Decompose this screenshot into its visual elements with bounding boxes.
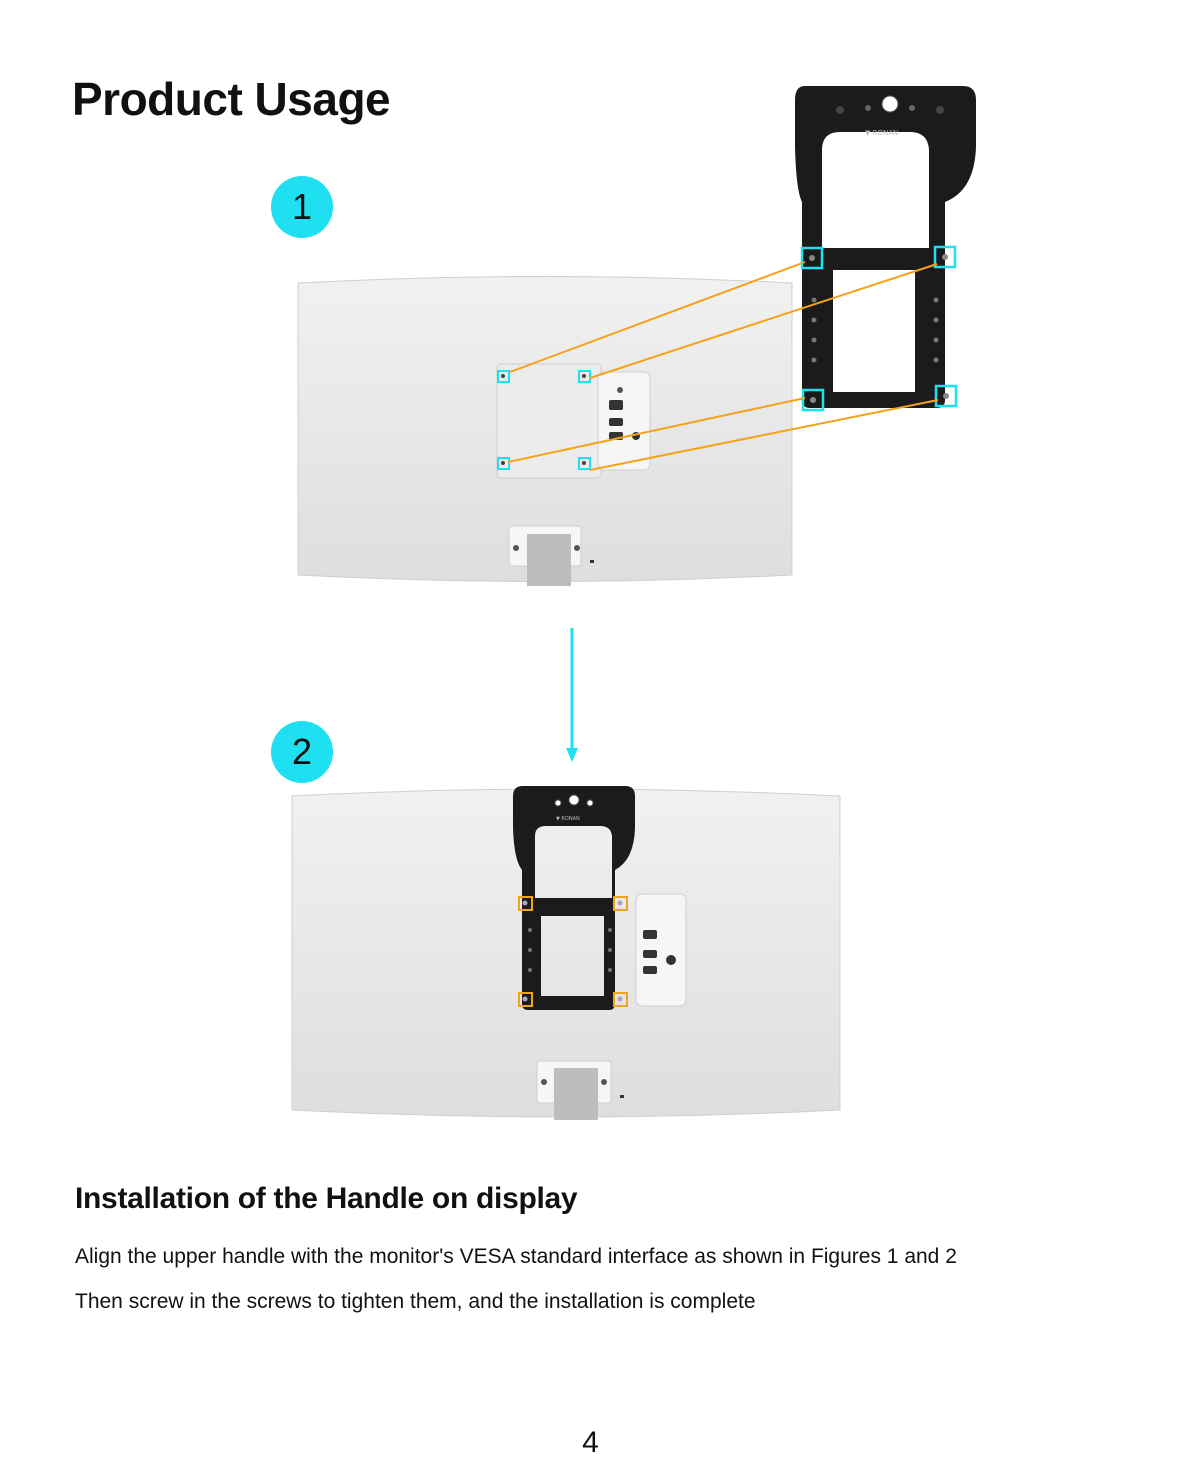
monitor-back-figure-2	[292, 789, 840, 1120]
port-icon	[609, 418, 623, 426]
port-icon	[643, 930, 657, 939]
page-number: 4	[582, 1426, 599, 1459]
bracket-logo: ▼ RONAN	[865, 129, 899, 137]
io-port-panel	[636, 894, 686, 1006]
instruction-line-2: Then screw in the screws to tighten them, and the installation is complete	[75, 1290, 756, 1313]
monitor-back-figure-1	[298, 277, 792, 587]
stand-neck	[527, 534, 571, 586]
instruction-line-1: Align the upper handle with the monitor's VESA standard interface as shown in Figures 1 and 2	[75, 1245, 957, 1268]
page-title: Product Usage	[72, 73, 391, 125]
section-heading: Installation of the Handle on display	[75, 1182, 578, 1215]
port-icon	[609, 400, 623, 410]
step-2-number: 2	[291, 731, 313, 772]
svg-text:▼ RONAN: ▼ RONAN	[556, 816, 580, 822]
port-icon	[643, 950, 657, 958]
step-1-number: 1	[291, 186, 313, 227]
arrow-down-icon	[566, 628, 578, 762]
port-icon	[643, 966, 657, 974]
handle-bracket-figure-1	[795, 86, 976, 410]
stand-neck	[554, 1068, 598, 1120]
io-port-panel	[598, 372, 650, 470]
port-icon	[666, 955, 676, 965]
